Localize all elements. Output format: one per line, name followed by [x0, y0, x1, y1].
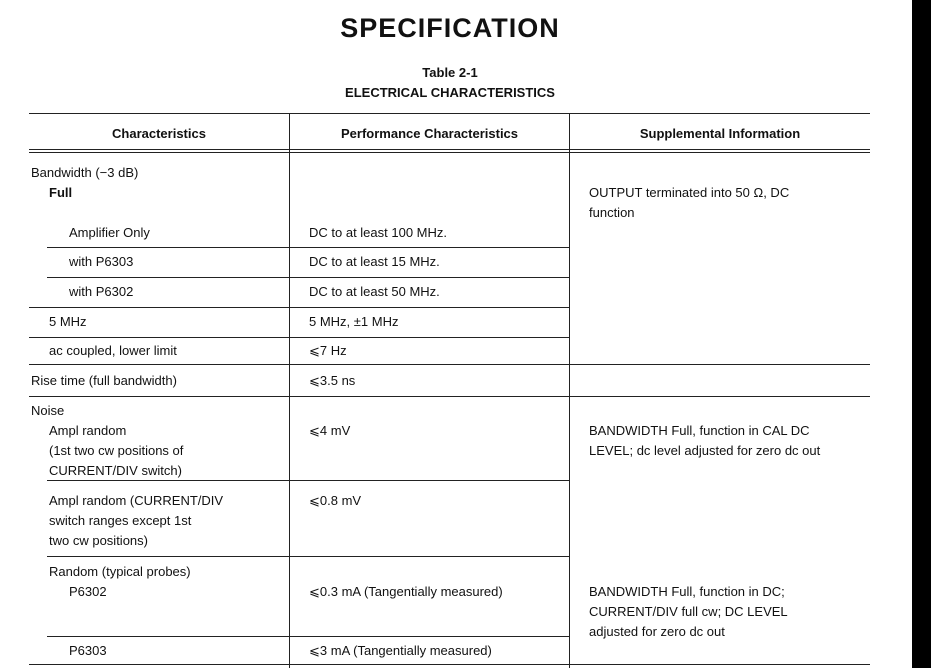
bandwidth-full-label: Full: [49, 185, 73, 200]
ac-coupled-value: ⩽7 Hz: [309, 343, 347, 358]
rise-time-value: ⩽3.5 ns: [309, 373, 356, 388]
ampl-random-1-value: ⩽4 mV: [309, 423, 351, 438]
header-supplemental: Supplemental Information: [639, 126, 801, 141]
row-rule: [29, 664, 870, 665]
bandwidth-full-info-line1: OUTPUT terminated into 50 Ω, DC: [589, 185, 790, 200]
row-rule: [47, 636, 569, 637]
row-rule: [29, 307, 569, 308]
header-performance: Performance Characteristics: [340, 126, 519, 141]
five-mhz-label: 5 MHz: [49, 314, 87, 329]
ampl-random-1-line3: CURRENT/DIV switch): [49, 463, 182, 478]
random-p6302-value: ⩽0.3 mA (Tangentially measured): [309, 584, 503, 599]
p6303-bw-label: with P6303: [69, 254, 134, 269]
column-divider-1: [289, 113, 290, 668]
ampl-random-2-value: ⩽0.8 mV: [309, 493, 362, 508]
ampl-random-1-info-line2: LEVEL; dc level adjusted for zero dc out: [589, 443, 821, 458]
noise-label: Noise: [31, 403, 65, 418]
p6303-bw-value: DC to at least 15 MHz.: [309, 254, 440, 269]
bandwidth-full-info-line2: function: [589, 205, 635, 220]
column-divider-2: [569, 113, 570, 668]
ampl-random-1-line1: Ampl random: [49, 423, 127, 438]
ampl-random-1-line2: (1st two cw positions of: [49, 443, 184, 458]
row-rule: [29, 337, 569, 338]
random-info-line2: CURRENT/DIV full cw; DC LEVEL: [589, 604, 788, 619]
ampl-random-1-info-line1: BANDWIDTH Full, function in CAL DC: [589, 423, 810, 438]
random-p6302-label: P6302: [69, 584, 107, 599]
amp-only-value: DC to at least 100 MHz.: [309, 225, 447, 240]
ampl-random-2-line2: switch ranges except 1st: [49, 513, 192, 528]
row-rule: [29, 396, 870, 397]
random-p6303-label: P6303: [69, 643, 107, 658]
bandwidth-label: Bandwidth (−3 dB): [31, 165, 139, 180]
rise-time-label: Rise time (full bandwidth): [31, 373, 177, 388]
table-name: ELECTRICAL CHARACTERISTICS: [345, 85, 555, 100]
table-top-rule: [29, 113, 870, 114]
page-title: SPECIFICATION: [340, 13, 560, 43]
random-info-line1: BANDWIDTH Full, function in DC;: [589, 584, 785, 599]
header-characteristics: Characteristics: [112, 126, 206, 141]
p6302-bw-value: DC to at least 50 MHz.: [309, 284, 440, 299]
row-rule: [47, 247, 569, 248]
random-info-line3: adjusted for zero dc out: [589, 624, 725, 639]
row-rule: [47, 277, 569, 278]
amp-only-label: Amplifier Only: [69, 225, 150, 240]
random-probes-label: Random (typical probes): [49, 564, 191, 579]
random-p6303-value: ⩽3 mA (Tangentially measured): [309, 643, 492, 658]
header-rule-2: [29, 152, 870, 153]
scan-edge-bar: [912, 0, 931, 668]
five-mhz-value: 5 MHz, ±1 MHz: [309, 314, 399, 329]
ampl-random-2-line3: two cw positions): [49, 533, 148, 548]
header-rule-1: [29, 149, 870, 150]
row-rule: [29, 364, 870, 365]
ampl-random-2-line1: Ampl random (CURRENT/DIV: [49, 493, 224, 508]
row-rule: [47, 556, 569, 557]
ac-coupled-label: ac coupled, lower limit: [49, 343, 177, 358]
p6302-bw-label: with P6302: [69, 284, 134, 299]
table-number: Table 2-1: [422, 65, 478, 80]
